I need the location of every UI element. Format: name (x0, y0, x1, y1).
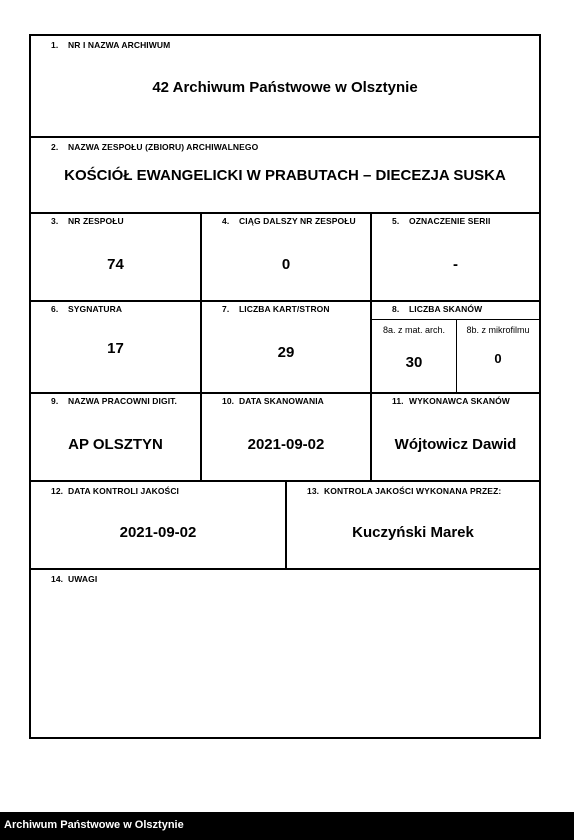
footer-bar (0, 812, 574, 840)
quality-check-operator: Kuczyński Marek (352, 524, 474, 541)
field-4-label: 4. CIĄG DALSZY NR ZESPOŁU (222, 216, 356, 226)
divider (31, 212, 539, 214)
field-8b-label: 8b. z mikrofilmu (466, 325, 530, 335)
field-1-label: 1. NR I NAZWA ARCHIWUM (51, 40, 171, 50)
series-designation: - (453, 256, 458, 273)
metadata-card (29, 34, 541, 739)
collection-continuation: 0 (281, 256, 291, 273)
scan-operator: Wójtowicz Dawid (394, 436, 517, 453)
field-10-label: 10. DATA SKANOWANIA (222, 396, 324, 406)
signature: 17 (107, 340, 124, 357)
archive-name: 42 Archiwum Państwowe w Olsztynie (152, 79, 418, 96)
field-2-label: 2. NAZWA ZESPOŁU (ZBIORU) ARCHIWALNEGO (51, 142, 259, 152)
divider (31, 136, 539, 138)
field-8-label: 8. LICZBA SKANÓW (392, 304, 483, 314)
divider (200, 212, 202, 392)
divider (31, 568, 539, 570)
page-count: 29 (277, 344, 295, 361)
field-6-label: 6. SYGNATURA (51, 304, 123, 314)
digitization-lab: AP OLSZTYN (68, 436, 163, 453)
collection-name: KOŚCIÓŁ EWANGELICKI W PRABUTACH – DIECEZJA SUSKA (64, 167, 506, 184)
quality-check-date: 2021-09-02 (119, 524, 197, 541)
scans-from-archive: 30 (405, 354, 423, 371)
field-12-label: 12. DATA KONTROLI JAKOŚCI (51, 486, 180, 496)
divider (31, 300, 539, 302)
scan-date: 2021-09-02 (247, 436, 325, 453)
field-14-label: 14. UWAGI (51, 574, 98, 584)
scans-from-microfilm: 0 (494, 351, 502, 366)
field-11-label: 11. WYKONAWCA SKANÓW (392, 396, 510, 406)
field-7-label: 7. LICZBA KART/STRON (222, 304, 330, 314)
collection-number: 74 (107, 256, 124, 273)
field-5-label: 5. OZNACZENIE SERII (392, 216, 491, 226)
field-13-label: 13. KONTROLA JAKOŚCI WYKONANA PRZEZ: (307, 486, 502, 496)
field-8a-label: 8a. z mat. arch. (382, 325, 446, 335)
field-3-label: 3. NR ZESPOŁU (51, 216, 124, 226)
divider (31, 392, 539, 394)
field-9-label: 9. NAZWA PRACOWNI DIGIT. (51, 396, 177, 406)
footer-text: Archiwum Państwowe w Olsztynie (4, 819, 184, 831)
